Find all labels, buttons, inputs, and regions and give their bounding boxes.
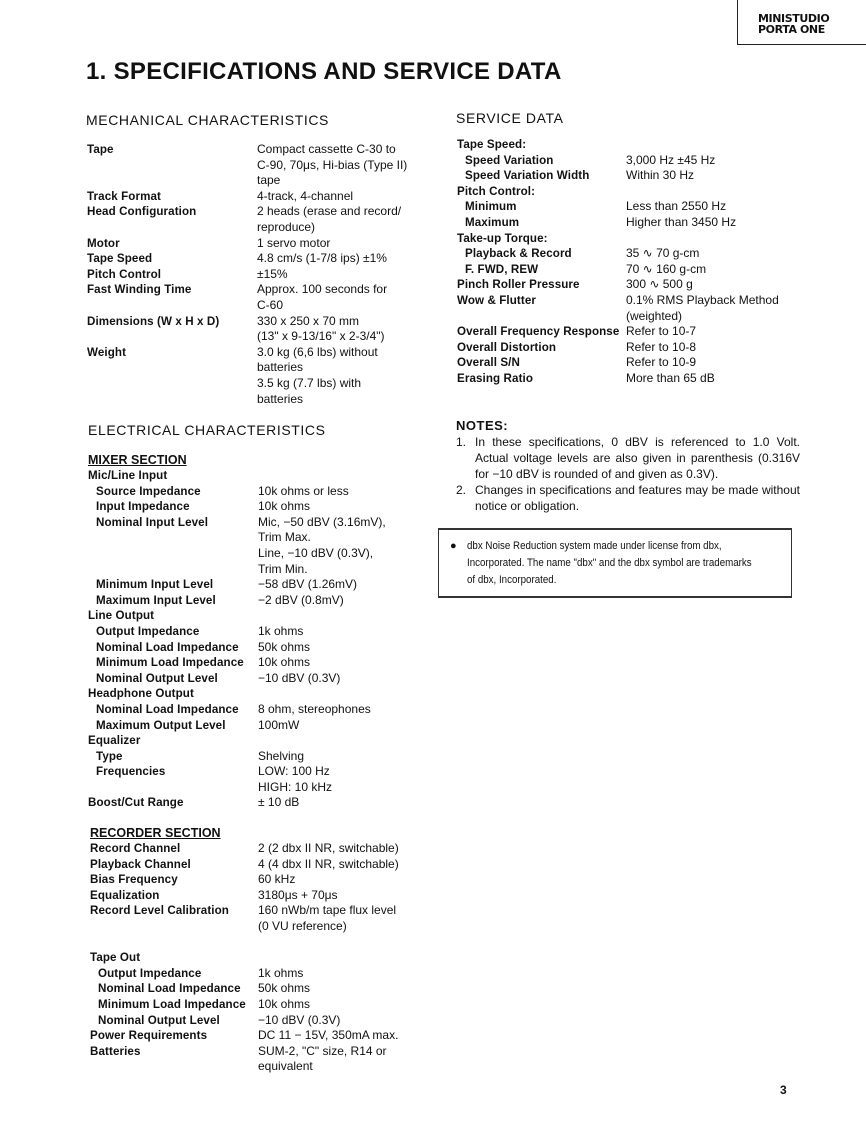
note-number: 2. xyxy=(456,483,467,497)
electrical-heading: ELECTRICAL CHARACTERISTICS xyxy=(88,422,326,438)
brand-line-2: PORTA ONE xyxy=(758,23,825,36)
spec-value: C-60 xyxy=(257,297,284,312)
spec-row xyxy=(457,215,802,231)
spec-value: Mic, −50 dBV (3.16mV), xyxy=(258,514,386,529)
spec-row xyxy=(88,484,428,500)
spec-row xyxy=(457,293,802,309)
spec-row xyxy=(88,593,428,609)
spec-label: Tape Speed: xyxy=(457,138,527,151)
spec-row xyxy=(90,966,430,982)
mixer-table xyxy=(88,468,428,811)
spec-label: Overall Distortion xyxy=(457,340,557,354)
spec-label: Track Format xyxy=(87,189,162,203)
spec-row xyxy=(87,173,427,189)
spec-label: Pinch Roller Pressure xyxy=(457,278,580,292)
spec-value: 100mW xyxy=(258,717,300,732)
spec-row xyxy=(88,468,428,484)
spec-label: Minimum xyxy=(465,200,517,214)
spec-row xyxy=(457,324,802,340)
spec-label: Tape Out xyxy=(90,951,141,965)
spec-label: Pitch Control xyxy=(87,267,162,281)
spec-label: Pitch Control: xyxy=(457,184,536,198)
spec-value: 4.8 cm/s (1-7/8 ips) ±1% xyxy=(257,251,387,266)
spec-label: Frequencies xyxy=(96,765,166,779)
spec-value: Compact cassette C-30 to xyxy=(257,142,396,156)
spec-row xyxy=(88,624,428,640)
spec-value: (weighted) xyxy=(626,308,683,323)
spec-label: Nominal Output Level xyxy=(98,1013,220,1027)
note-item xyxy=(456,434,800,482)
spec-value: −58 dBV (1.26mV) xyxy=(258,577,358,592)
spec-value: 35 ∿ 70 g-cm xyxy=(626,246,700,261)
spec-row xyxy=(90,841,430,857)
spec-label: Type xyxy=(96,749,123,763)
spec-value: C-90, 70μs, Hi-bias (Type II) xyxy=(257,157,408,172)
recorder-section-heading: RECORDER SECTION xyxy=(90,826,221,840)
spec-row xyxy=(90,997,430,1013)
spec-label: Playback & Record xyxy=(465,247,572,261)
spec-value: Shelving xyxy=(258,748,305,763)
spec-row xyxy=(88,764,428,780)
spec-value: −2 dBV (0.8mV) xyxy=(258,592,344,607)
spec-row xyxy=(457,199,802,215)
spec-value: 3.5 kg (7.7 lbs) with xyxy=(257,375,362,390)
spec-row xyxy=(88,640,428,656)
mechanical-heading: MECHANICAL CHARACTERISTICS xyxy=(86,112,329,128)
spec-value: 160 nWb/m tape flux level xyxy=(258,903,397,918)
spec-label: Head Configuration xyxy=(87,205,197,219)
spec-row xyxy=(87,376,427,392)
spec-row xyxy=(87,251,427,267)
spec-value: 3180μs + 70μs xyxy=(258,887,338,902)
spec-label: Record Level Calibration xyxy=(90,904,229,918)
spec-value: DC 11 − 15V, 350mA max. xyxy=(258,1028,399,1043)
spec-row xyxy=(90,1013,430,1029)
spec-label: Output Impedance xyxy=(98,966,202,980)
spec-value: 4 (4 dbx II NR, switchable) xyxy=(258,856,399,871)
spec-row xyxy=(87,314,427,330)
spec-label: Power Requirements xyxy=(90,1029,208,1043)
spec-row xyxy=(457,340,802,356)
spec-value: Line, −10 dBV (0.3V), xyxy=(258,545,374,560)
spec-label: Headphone Output xyxy=(88,687,194,701)
dbx-notice-text: dbx Noise Reduction system made under license from dbx, Incorporated. The name "dbx" and the dbx symbol are trademarks of dbx, Incorporated. xyxy=(467,540,752,586)
spec-row xyxy=(457,184,802,200)
spec-label: Maximum xyxy=(465,215,520,229)
spec-label: Nominal Input Level xyxy=(96,515,209,529)
service-heading: SERVICE DATA xyxy=(456,110,564,126)
spec-value: 10k ohms xyxy=(258,655,311,670)
spec-value: 70 ∿ 160 g-cm xyxy=(626,261,707,276)
spec-label: Output Impedance xyxy=(96,624,200,638)
spec-value: Trim Max. xyxy=(258,530,311,545)
note-text: In these specifications, 0 dBV is referenced to 1.0 Volt. Actual voltage levels are also given in parenthesis (0.316V for −10 dBV is rounded of and given as 0.3V). xyxy=(475,435,800,481)
spec-value: 60 kHz xyxy=(258,872,296,887)
spec-row xyxy=(88,795,428,811)
spec-row xyxy=(87,220,427,236)
spec-row xyxy=(90,1044,430,1060)
spec-label: Motor xyxy=(87,236,120,250)
spec-row xyxy=(87,236,427,252)
spec-row xyxy=(457,262,802,278)
spec-row xyxy=(87,345,427,361)
spec-row xyxy=(457,309,802,325)
spec-row xyxy=(88,702,428,718)
spec-value: Within 30 Hz xyxy=(626,168,695,183)
spec-value: Refer to 10-9 xyxy=(626,355,697,370)
spec-value: batteries xyxy=(257,360,304,375)
spec-row xyxy=(90,950,430,966)
spec-row xyxy=(457,371,802,387)
spec-label: Batteries xyxy=(90,1044,141,1058)
spec-label: Speed Variation Width xyxy=(465,169,590,183)
spec-value: 10k ohms xyxy=(258,499,311,514)
spec-row xyxy=(90,872,430,888)
spec-row xyxy=(88,562,428,578)
spec-value: reproduce) xyxy=(257,219,316,234)
spec-row xyxy=(90,888,430,904)
spec-value: Less than 2550 Hz xyxy=(626,199,727,214)
spec-label: Dimensions (W x H x D) xyxy=(87,314,220,328)
spec-value: ±15% xyxy=(257,266,288,281)
spec-label: Overall S/N xyxy=(457,356,520,370)
spec-label: Take-up Torque: xyxy=(457,231,548,245)
spec-value: 4-track, 4-channel xyxy=(257,188,354,203)
mechanical-table xyxy=(87,142,427,407)
spec-label: Boost/Cut Range xyxy=(88,796,184,810)
spec-value: 330 x 250 x 70 mm xyxy=(257,313,360,328)
spec-row xyxy=(88,499,428,515)
spec-value: Trim Min. xyxy=(258,561,308,576)
spec-row xyxy=(457,355,802,371)
spec-row xyxy=(90,935,430,951)
spec-label: Playback Channel xyxy=(90,857,191,871)
spec-label: Equalization xyxy=(90,888,160,902)
spec-value: ± 10 dB xyxy=(258,795,300,810)
notes-heading: NOTES: xyxy=(456,418,509,433)
spec-label: Source Impedance xyxy=(96,484,201,498)
note-number: 1. xyxy=(456,435,467,449)
spec-value: 10k ohms xyxy=(258,996,311,1011)
spec-label: Erasing Ratio xyxy=(457,371,534,385)
spec-row xyxy=(88,577,428,593)
spec-label: Equalizer xyxy=(88,734,141,748)
spec-value: −10 dBV (0.3V) xyxy=(258,1012,341,1027)
spec-value: 3.0 kg (6,6 lbs) without xyxy=(257,344,378,359)
spec-value: Refer to 10-8 xyxy=(626,339,697,354)
spec-row xyxy=(87,204,427,220)
spec-label: Tape Speed xyxy=(87,252,153,266)
dbx-notice-box xyxy=(438,528,792,598)
spec-row xyxy=(88,733,428,749)
spec-row xyxy=(457,153,802,169)
spec-label: Overall Frequency Response xyxy=(457,325,620,339)
spec-row xyxy=(88,718,428,734)
spec-label: Maximum Input Level xyxy=(96,593,216,607)
note-item xyxy=(456,482,800,514)
spec-label: Mic/Line Input xyxy=(88,469,168,482)
spec-row xyxy=(457,168,802,184)
spec-label: Nominal Load Impedance xyxy=(96,640,239,654)
spec-row xyxy=(90,919,430,935)
spec-value: 1 servo motor xyxy=(257,235,331,250)
spec-label: Nominal Load Impedance xyxy=(98,982,241,996)
page-title: 1. SPECIFICATIONS AND SERVICE DATA xyxy=(86,58,562,85)
spec-label: Tape xyxy=(87,143,114,156)
spec-row xyxy=(87,158,427,174)
spec-value: 2 heads (erase and record/ xyxy=(257,204,402,219)
spec-row xyxy=(88,780,428,796)
spec-value: tape xyxy=(257,173,281,188)
spec-label: Fast Winding Time xyxy=(87,283,192,297)
spec-row xyxy=(90,981,430,997)
spec-label: Speed Variation xyxy=(465,153,554,167)
service-table xyxy=(457,137,802,387)
spec-label: Minimum Load Impedance xyxy=(98,997,246,1011)
page-number: 3 xyxy=(780,1083,787,1097)
notes xyxy=(456,418,800,514)
spec-row xyxy=(87,392,427,408)
spec-row xyxy=(90,1028,430,1044)
spec-value: 50k ohms xyxy=(258,639,311,654)
spec-row xyxy=(90,1059,430,1075)
spec-row xyxy=(88,655,428,671)
brand-line-1: MINISTUDIO xyxy=(758,12,830,25)
spec-value: equivalent xyxy=(258,1059,313,1074)
spec-row xyxy=(88,515,428,531)
spec-row xyxy=(88,671,428,687)
spec-row xyxy=(457,231,802,247)
spec-value: 2 (2 dbx II NR, switchable) xyxy=(258,841,399,855)
spec-row xyxy=(87,189,427,205)
spec-value: 10k ohms or less xyxy=(258,483,349,498)
spec-value: 50k ohms xyxy=(258,981,311,996)
bullet-icon: ● xyxy=(450,540,457,552)
spec-value: Approx. 100 seconds for xyxy=(257,282,388,297)
spec-label: Record Channel xyxy=(90,842,181,855)
spec-row xyxy=(457,277,802,293)
spec-row xyxy=(90,857,430,873)
spec-row xyxy=(88,546,428,562)
spec-row xyxy=(87,360,427,376)
spec-value: 3,000 Hz ±45 Hz xyxy=(626,152,716,167)
spec-value: 1k ohms xyxy=(258,965,304,980)
spec-label: Minimum Input Level xyxy=(96,578,214,592)
spec-row xyxy=(87,142,427,158)
mixer-section-heading: MIXER SECTION xyxy=(88,453,187,467)
spec-row xyxy=(87,267,427,283)
spec-value: 0.1% RMS Playback Method xyxy=(626,292,779,307)
spec-row xyxy=(87,298,427,314)
spec-value: batteries xyxy=(257,391,304,406)
spec-label: Maximum Output Level xyxy=(96,718,226,732)
spec-label: Minimum Load Impedance xyxy=(96,656,244,670)
spec-row xyxy=(88,608,428,624)
spec-label: Nominal Output Level xyxy=(96,671,218,685)
brand-box xyxy=(737,0,866,45)
spec-value: SUM-2, "C" size, R14 or xyxy=(258,1043,387,1058)
spec-row xyxy=(87,329,427,345)
spec-row xyxy=(88,749,428,765)
spec-row xyxy=(457,246,802,262)
spec-row xyxy=(88,686,428,702)
spec-value: 1k ohms xyxy=(258,623,304,638)
spec-value: 8 ohm, stereophones xyxy=(258,701,371,716)
spec-value: More than 65 dB xyxy=(626,370,715,385)
spec-row xyxy=(87,282,427,298)
recorder-table xyxy=(90,841,430,1075)
spec-row xyxy=(457,137,802,153)
spec-row xyxy=(88,530,428,546)
spec-label: Bias Frequency xyxy=(90,873,178,887)
spec-value: (13" x 9-13/16" x 2-3/4") xyxy=(257,329,385,344)
spec-label: Weight xyxy=(87,345,127,359)
spec-label: Wow & Flutter xyxy=(457,293,537,307)
spec-value: (0 VU reference) xyxy=(258,918,347,933)
spec-value: Higher than 3450 Hz xyxy=(626,214,737,229)
spec-label: Line Output xyxy=(88,609,155,623)
spec-value: −10 dBV (0.3V) xyxy=(258,670,341,685)
spec-value: 300 ∿ 500 g xyxy=(626,277,693,292)
spec-label: F. FWD, REW xyxy=(465,262,539,276)
spec-label: Input Impedance xyxy=(96,500,190,514)
spec-value: HIGH: 10 kHz xyxy=(258,779,333,794)
spec-value: Refer to 10-7 xyxy=(626,324,697,339)
note-text: Changes in specifications and features may be made without notice or obligation. xyxy=(475,483,800,513)
spec-row xyxy=(90,903,430,919)
spec-value: LOW: 100 Hz xyxy=(258,764,330,779)
spec-label: Nominal Load Impedance xyxy=(96,702,239,716)
